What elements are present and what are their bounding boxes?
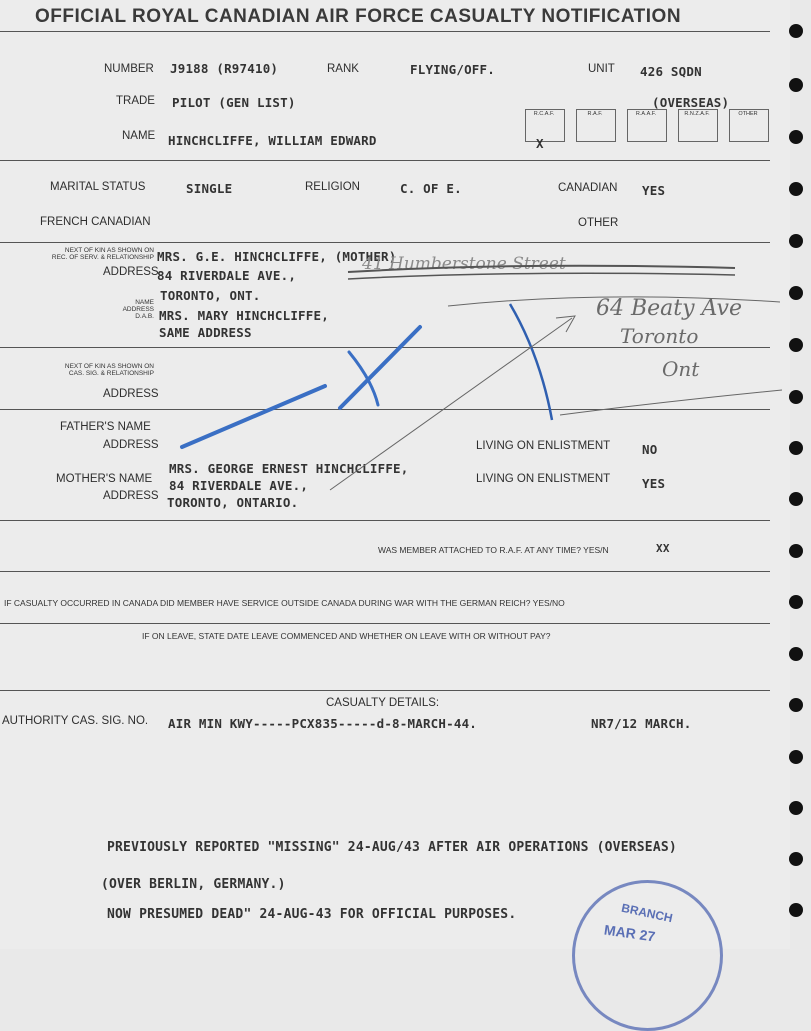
binder-hole	[789, 286, 803, 300]
nok-rec-label-line2: REC. OF SERV. & RELATIONSHIP	[51, 254, 154, 261]
canada-question: IF CASUALTY OCCURRED IN CANADA DID MEMBER HAVE SERVICE OUTSIDE CANADA DURING WAR WITH THE GERMAN REICH? YES/NO	[4, 598, 565, 608]
nok-cas-address-label: ADDRESS	[103, 388, 159, 400]
unit-value: 426 SQDN	[640, 64, 702, 79]
number-label: NUMBER	[104, 63, 154, 75]
fathers-name-label: FATHER'S NAME	[60, 421, 151, 433]
box-rcaf-label: R.C.A.F.	[533, 111, 555, 117]
nok-name-value: MRS. G.E. HINCHCLIFFE, (MOTHER)	[157, 249, 397, 264]
casualty-details-heading: CASUALTY DETAILS:	[326, 697, 440, 709]
blue-pencil-stroke	[182, 386, 325, 447]
rank-label: RANK	[327, 63, 359, 75]
marital-value: SINGLE	[186, 181, 233, 196]
mother-name-value: MRS. GEORGE ERNEST HINCHCLIFFE,	[169, 461, 409, 476]
mother-living-value: YES	[642, 476, 666, 491]
nok-address-line1: 84 RIVERDALE AVE.,	[157, 268, 297, 283]
pencil-line	[560, 390, 782, 415]
father-living-value: NO	[642, 442, 658, 457]
pencil-line	[448, 297, 780, 306]
binder-hole	[789, 801, 803, 815]
details-line2: (OVER BERLIN, GERMANY.)	[101, 877, 286, 892]
mother-living-label: LIVING ON ENLISTMENT	[476, 473, 611, 485]
handwritten-address-line2: Toronto	[620, 324, 699, 348]
religion-label: RELIGION	[305, 181, 360, 193]
blue-pencil-stroke	[510, 304, 552, 420]
nok-cas-label-line2: CAS. SIG. & RELATIONSHIP	[68, 370, 154, 377]
overseas-value: (OVERSEAS)	[652, 95, 730, 110]
form-title: OFFICIAL ROYAL CANADIAN AIR FORCE CASUALTY NOTIFICATION	[35, 6, 682, 27]
leave-question: IF ON LEAVE, STATE DATE LEAVE COMMENCED AND WHETHER ON LEAVE WITH OR WITHOUT PAY?	[142, 631, 551, 641]
binder-hole	[789, 544, 803, 558]
binder-hole	[789, 338, 803, 352]
binder-hole	[789, 750, 803, 764]
box-rnzaf-label: R.N.Z.A.F.	[684, 111, 710, 117]
details-line3: NOW PRESUMED DEAD" 24-AUG-43 FOR OFFICIAL PURPOSES.	[107, 907, 517, 922]
strike-line	[348, 266, 735, 272]
binder-hole	[789, 182, 803, 196]
canadian-label: CANADIAN	[558, 182, 618, 194]
nok-rec-label-line1: NEXT OF KIN AS SHOWN ON	[64, 247, 154, 254]
dab-address-label: ADDRESS	[122, 306, 154, 313]
dab-address-value: SAME ADDRESS	[159, 325, 252, 340]
box-raaf-label: R.A.A.F.	[635, 111, 657, 117]
pencil-arrow-line	[330, 318, 572, 490]
nok-cas-label-line1: NEXT OF KIN AS SHOWN ON	[64, 363, 154, 370]
binder-hole	[789, 492, 803, 506]
authority-value: AIR MIN KWY-----PCX835-----d-8-MARCH-44.	[168, 716, 478, 731]
strike-line	[348, 273, 735, 279]
authority-label: AUTHORITY CAS. SIG. NO.	[2, 715, 149, 727]
struck-handwritten-address: 41 Humberstone Street	[362, 254, 566, 274]
name-value: HINCHCLIFFE, WILLIAM EDWARD	[168, 133, 377, 148]
fathers-address-label: ADDRESS	[103, 439, 159, 451]
binder-hole	[789, 24, 803, 38]
binder-hole	[789, 698, 803, 712]
binder-hole	[789, 852, 803, 866]
binder-hole	[789, 595, 803, 609]
nok-address-label: ADDRESS	[103, 266, 159, 278]
binder-hole	[789, 903, 803, 917]
number-value: J9188 (R97410)	[170, 61, 279, 76]
raf-question: WAS MEMBER ATTACHED TO R.A.F. AT ANY TIME? YES/N	[378, 545, 609, 555]
box-raf-label: R.A.F.	[587, 111, 603, 117]
dab-name-value: MRS. MARY HINCHCLIFFE,	[159, 308, 329, 323]
trade-label: TRADE	[116, 95, 155, 107]
nok-address-line2: TORONTO, ONT.	[160, 288, 261, 303]
binder-hole	[789, 390, 803, 404]
binder-hole	[789, 647, 803, 661]
binder-hole	[789, 234, 803, 248]
handwritten-address-line3: Ont	[662, 357, 700, 381]
religion-value: C. OF E.	[400, 181, 462, 196]
unit-label: UNIT	[588, 63, 615, 75]
rank-value: FLYING/OFF.	[410, 62, 495, 77]
trade-value: PILOT (GEN LIST)	[172, 95, 296, 110]
other-label: OTHER	[578, 217, 619, 229]
stamp-branch: BRANCH	[620, 900, 674, 926]
dab-abbrev-label: D.A.B.	[135, 313, 154, 320]
french-canadian-label: FRENCH CANADIAN	[40, 216, 151, 228]
mother-address-line1: 84 RIVERDALE AVE.,	[169, 478, 309, 493]
box-other-label: OTHER	[738, 111, 758, 117]
name-label: NAME	[122, 130, 156, 142]
binder-hole	[789, 130, 803, 144]
raf-answer: XX	[656, 542, 670, 555]
mothers-address-label: ADDRESS	[103, 490, 159, 502]
marital-label: MARITAL STATUS	[50, 181, 146, 193]
mothers-name-label: MOTHER'S NAME	[56, 473, 153, 485]
authority-date: NR7/12 MARCH.	[591, 716, 692, 731]
blue-pencil-stroke	[340, 327, 420, 408]
binder-hole	[789, 441, 803, 455]
father-living-label: LIVING ON ENLISTMENT	[476, 440, 611, 452]
service-mark: X	[536, 136, 544, 151]
mother-address-line2: TORONTO, ONTARIO.	[167, 495, 299, 510]
binder-hole	[789, 78, 803, 92]
dab-name-label: NAME	[135, 299, 154, 306]
details-line1: PREVIOUSLY REPORTED "MISSING" 24-AUG/43 AFTER AIR OPERATIONS (OVERSEAS)	[107, 840, 677, 855]
canadian-value: YES	[642, 183, 666, 198]
stamp-date: MAR 27	[603, 921, 657, 945]
handwritten-address-line1: 64 Beaty Ave	[596, 296, 742, 321]
